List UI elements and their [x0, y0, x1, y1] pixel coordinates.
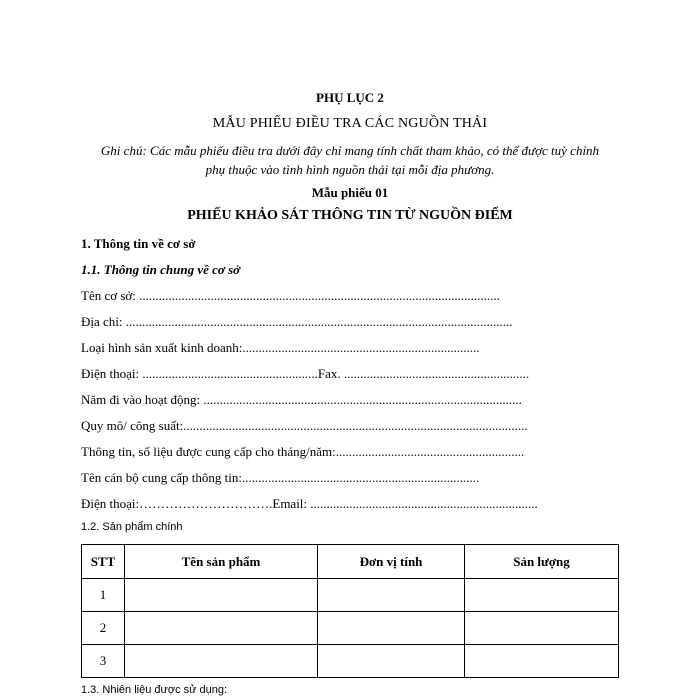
- table-header-row: [82, 545, 619, 579]
- document-title: MẪU PHIẾU ĐIỀU TRA CÁC NGUỒN THẢI: [212, 116, 488, 131]
- table-cell[interactable]: [465, 579, 619, 612]
- table-cell[interactable]: [125, 579, 318, 612]
- field-capacity: Quy mô/ công suất:..........................................................................................................: [81, 418, 528, 433]
- field-data-period: Thông tin, số liệu được cung cấp cho tháng/năm:..........................................................: [81, 444, 525, 459]
- table-row: [82, 645, 619, 678]
- table-cell[interactable]: [318, 612, 465, 645]
- appendix-title: PHỤ LỤC 2: [316, 90, 384, 105]
- fuel-heading: 1.3. Nhiên liệu được sử dụng:: [81, 684, 228, 696]
- survey-title: PHIẾU KHẢO SÁT THÔNG TIN TỪ NGUỒN ĐIỂM: [187, 208, 513, 223]
- field-start-year: Năm đi vào hoạt động: ..................................................................................................: [81, 392, 522, 407]
- table-cell: 1: [82, 579, 125, 612]
- field-facility-name: Tên cơ sở: ...............................................................................................................: [81, 288, 500, 303]
- column-header: Tên sản phẩm: [125, 545, 318, 579]
- table-cell[interactable]: [318, 579, 465, 612]
- subsection-heading: 1.1. Thông tin chung về cơ sở: [81, 262, 241, 277]
- table-row: [82, 612, 619, 645]
- field-contact-name: Tên cán bộ cung cấp thông tin:.........................................................................: [81, 470, 480, 485]
- form-number: Mẫu phiếu 01: [311, 185, 389, 200]
- table-cell[interactable]: [318, 645, 465, 678]
- field-business-type: Loại hình sản xuất kinh doanh:.........................................................................: [81, 340, 480, 355]
- column-header: STT: [82, 545, 125, 579]
- section-heading: 1. Thông tin về cơ sở: [81, 236, 196, 251]
- table-cell[interactable]: [465, 612, 619, 645]
- table-row: [82, 579, 619, 612]
- field-phone-email: Điện thoại:………………………….Email: ......................................................................: [81, 496, 538, 511]
- note-line-2: phụ thuộc vào tình hình nguồn thải tại mỗi địa phương.: [205, 162, 495, 177]
- field-address: Địa chỉ: .......................................................................................................................: [81, 314, 513, 329]
- column-header: Sản lượng: [465, 545, 619, 579]
- table-cell[interactable]: [125, 612, 318, 645]
- table-cell: 2: [82, 612, 125, 645]
- note: [60, 141, 640, 179]
- products-table: [81, 544, 619, 678]
- table-cell[interactable]: [465, 645, 619, 678]
- column-header: Đơn vị tính: [318, 545, 465, 579]
- table-cell[interactable]: [125, 645, 318, 678]
- note-line-1: Ghi chú: Các mẫu phiếu điều tra dưới đây chỉ mang tính chất tham khảo, có thể được tuỳ chỉnh: [100, 143, 600, 158]
- field-phone-fax: Điện thoại: ......................................................Fax. .........................................................: [81, 366, 530, 381]
- products-heading: 1.2. Sản phẩm chính: [81, 521, 183, 533]
- table-cell: 3: [82, 645, 125, 678]
